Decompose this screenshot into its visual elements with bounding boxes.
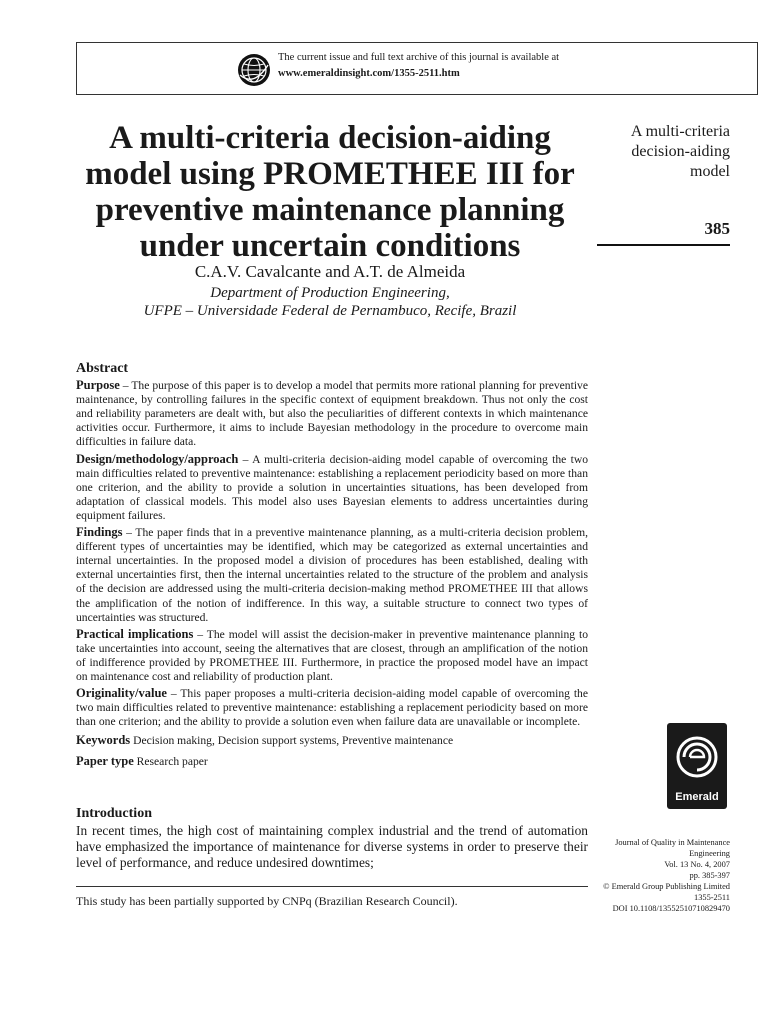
abstract-purpose: [76, 378, 588, 449]
journal-availability-banner: [76, 42, 758, 95]
affiliation-line: UFPE – Universidade Federal de Pernambuco, Recife, Brazil: [143, 303, 517, 319]
abstract-section: [76, 362, 588, 772]
journal-citation: [580, 837, 730, 914]
running-head-divider: [597, 244, 730, 246]
introduction-section: [76, 806, 588, 871]
journal-info-line: Journal of Quality in Maintenance: [615, 838, 730, 847]
introduction-heading: Introduction: [76, 806, 152, 821]
abstract-paper-type: [76, 754, 588, 769]
globe-icon: [237, 53, 271, 87]
design-text: – A multi-criteria decision-aiding model capable of overcoming the two main difficulties related to preventive maintenance: establishing a replacement periodicity based on more than one criterion, and the ability to provide a solution in uncertainties situations, has been developed from adaptation of classical models. This model also uses Bayesian elements to address uncertainties during equipment failures.: [76, 452, 588, 522]
abstract-originality: [76, 686, 588, 729]
affiliation: [72, 284, 588, 320]
funding-footnote: This study has been partially supported by CNPq (Brazilian Research Council).: [76, 894, 458, 908]
abstract-practical: [76, 627, 588, 684]
running-head-line: decision-aiding: [631, 143, 730, 160]
journal-info-line: pp. 385-397: [689, 871, 730, 880]
findings-label: Findings: [76, 525, 123, 540]
practical-text: – The model will assist the decision-maker in preventive maintenance planning to take uncertainties into account, seeing the alternatives that are closest, through an amplification of the notion of indifference provided by PROMETHEE III. Furthermore, in practice the proposed model have an impact on maintenance cost and reliability of production plant.: [76, 627, 589, 683]
running-head: [570, 122, 730, 182]
running-head-line: model: [690, 163, 730, 180]
journal-info-line: Engineering: [689, 849, 730, 858]
title-line: preventive maintenance planning: [95, 192, 565, 228]
abstract-findings: [76, 525, 588, 625]
title-line: A multi-criteria decision-aiding: [109, 120, 551, 156]
abstract-heading: Abstract: [76, 361, 129, 376]
journal-info-line: © Emerald Group Publishing Limited: [603, 882, 730, 891]
emerald-logo: [667, 723, 727, 809]
running-head-line: A multi-criteria: [630, 123, 730, 140]
emerald-wordmark: Emerald: [675, 791, 719, 803]
paper-type-label: Paper type: [76, 754, 134, 769]
introduction-body: In recent times, the high cost of maintaining complex industrial and the trend of automation have emphasized the importance of maintenance for diverse systems in order to preserve their level of performance, and reduce undesired downtimes;: [76, 823, 588, 870]
originality-text: – This paper proposes a multi-criteria decision-aiding model capable of overcoming the two main difficulties related to preventive maintenance: establishing a replacement periodicity based on more than one criterion; and the ability to provide a solution even when failure data are unavailable or incomplete.: [76, 687, 588, 729]
practical-label: Practical implications: [76, 626, 194, 641]
title-line: model using PROMETHEE III for: [85, 156, 575, 192]
purpose-text: – The purpose of this paper is to develop a model that permits more rational planning for preventive maintenance, by controlling failures in the specific context of equipment breakdown. Thus not only the cost and reliability parameters are dealt with, but also the peculiarities of different contexts in which maintenance activities occur. Furthermore, it aims to include Bayesian methodology in the procedure to overcome main difficulties in failure data.: [76, 379, 588, 449]
journal-info-line: Vol. 13 No. 4, 2007: [664, 860, 730, 869]
banner-text: The current issue and full text archive of this journal is available at: [278, 52, 560, 63]
abstract-design: [76, 452, 588, 523]
journal-doi: DOI 10.1108/13552510710829470: [612, 904, 730, 913]
paper-type-text: Research paper: [133, 755, 208, 769]
banner-url-link[interactable]: www.emeraldinsight.com/1355-2511.htm: [278, 68, 460, 79]
article-title: [72, 120, 588, 264]
emerald-e-icon: [676, 731, 718, 787]
title-line: under uncertain conditions: [139, 228, 521, 264]
abstract-keywords: [76, 733, 588, 748]
purpose-label: Purpose: [76, 378, 120, 393]
footnote-divider: [76, 886, 588, 887]
keywords-text: Decision making, Decision support systems, Preventive maintenance: [130, 734, 454, 748]
affiliation-line: Department of Production Engineering,: [210, 285, 450, 301]
page-number: 385: [704, 219, 730, 238]
findings-text: – The paper finds that in a preventive maintenance planning, as a multi-criteria decision problem, different types of uncertainties may be identified, which may be categorized as external uncertainties and internal uncertainties. In the proposed model a division of procedures has been established, dealing with external uncertainties first, then the internal uncertainties related to the structure of the problem and analysis of the decision are addressed using the multi-criteria decision-making method PROMETHEE III that allows the amplification of the notion of indifference. In this way, a suitable structure to connect two types of uncertainties was structured.: [76, 526, 588, 624]
authors: C.A.V. Cavalcante and A.T. de Almeida: [194, 262, 466, 281]
keywords-label: Keywords: [76, 733, 131, 748]
design-label: Design/methodology/approach: [76, 451, 239, 466]
originality-label: Originality/value: [76, 686, 167, 701]
journal-info-line: 1355-2511: [694, 893, 730, 902]
